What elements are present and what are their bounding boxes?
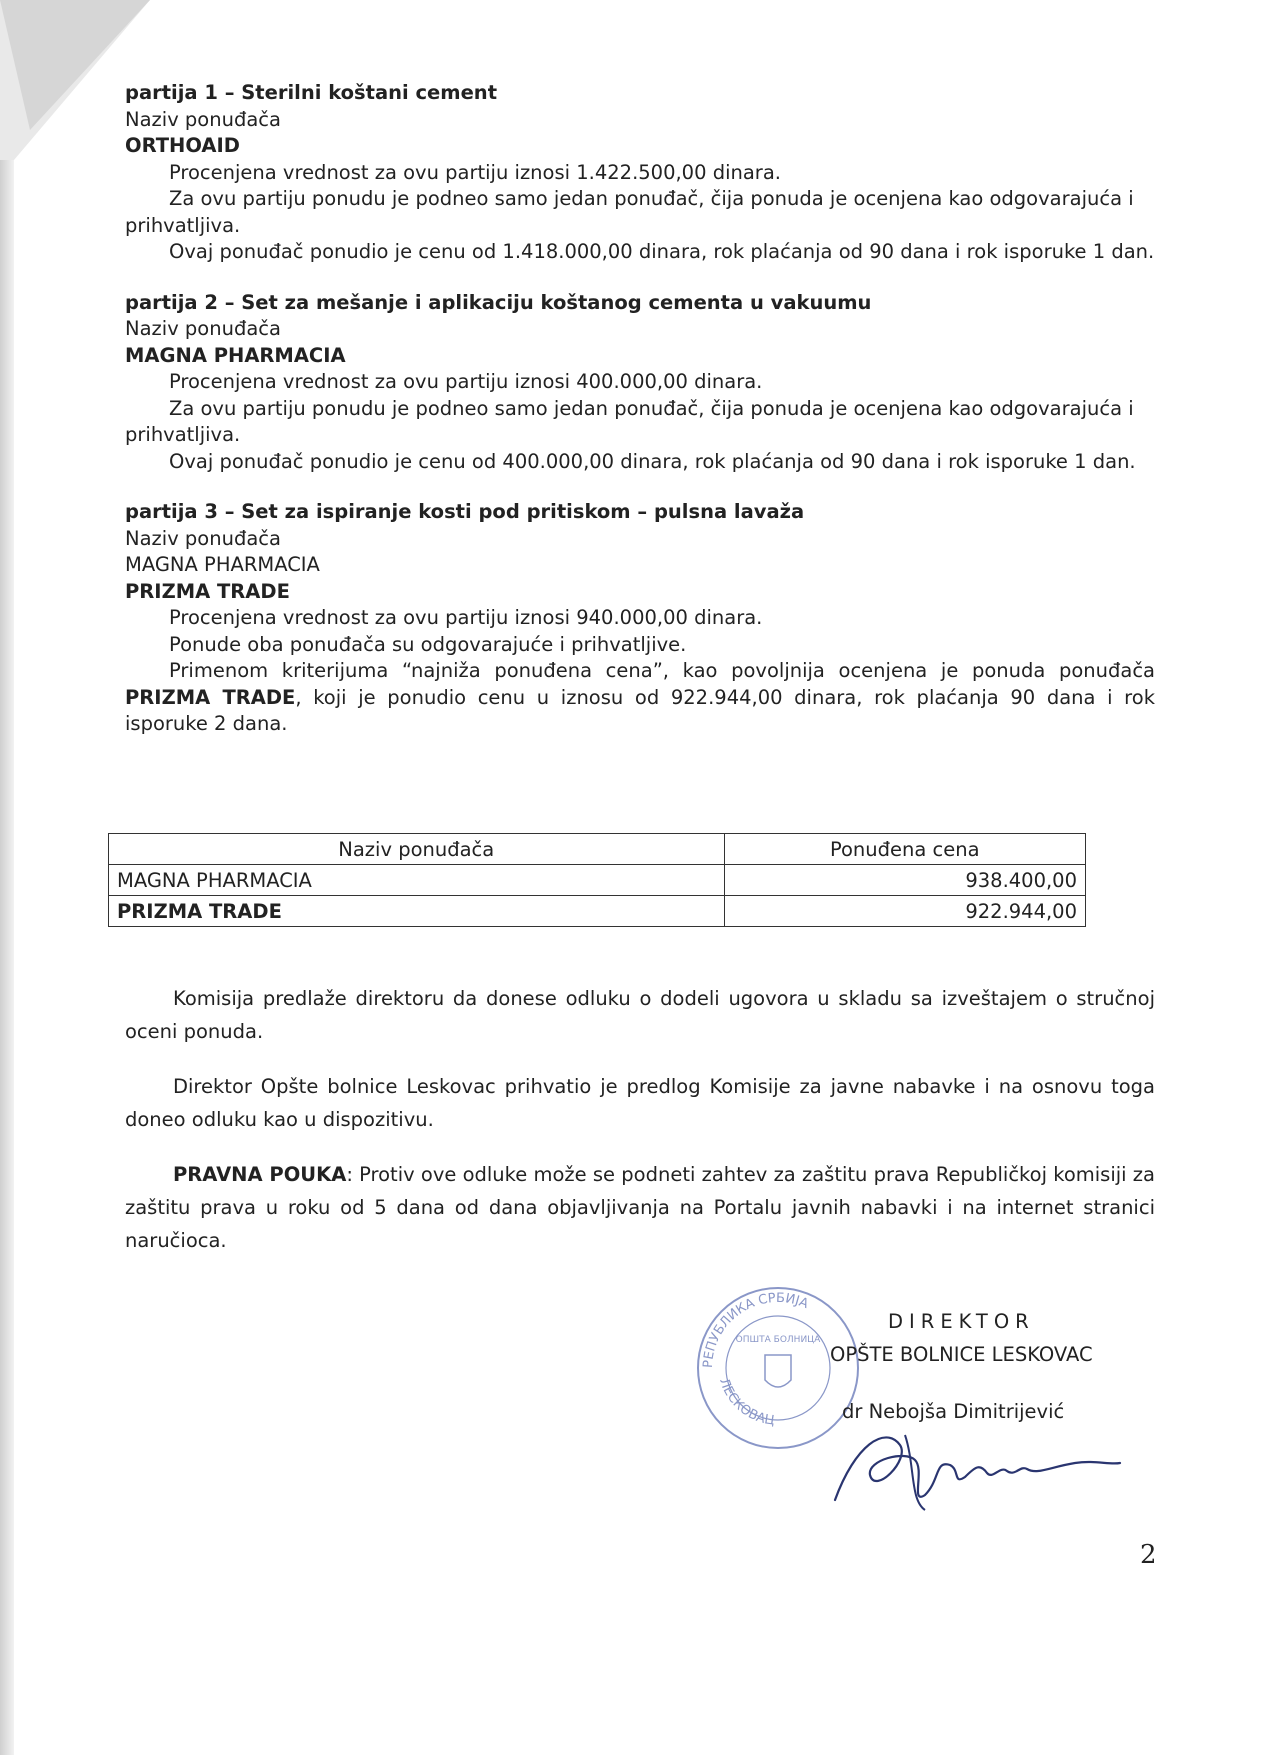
partija-3: [125, 499, 1155, 738]
legal-remedy-text: : Protiv ove odluke može se podneti zahtev za zaštitu prava Republičkoj komisiji za zaštitu prava u roku od 5 dana od dana objavljivanja na Portalu javnih nabavki i na internet stranici naručioca.: [125, 1163, 1155, 1252]
signer-name: dr Nebojša Dimitrijević: [842, 1400, 1065, 1423]
partija-3-title: partija 3 – Set za ispiranje kosti pod pritiskom – pulsna lavaža: [125, 500, 805, 523]
criterion-post: , koji je ponudio cenu u iznosu od 922.944,00 dinara, rok plaćanja 90 dana i rok isporuke 2 dana.: [125, 685, 1155, 735]
table-row: [109, 865, 1086, 896]
table-header-row: [109, 834, 1086, 865]
signer-role: DIREKTOR: [888, 1310, 1035, 1333]
partija-1: [125, 80, 1155, 266]
signer-institution: OPŠTE BOLNICE LESKOVAC: [830, 1343, 1093, 1366]
director-decision: Direktor Opšte bolnice Leskovac prihvatio je predlog Komisije za javne nabavke i na osnovu toga doneo odluku kao u dispozitivu.: [125, 1075, 1155, 1131]
criterion-text: [125, 658, 1155, 738]
bidder-name-1: MAGNA PHARMACIA: [125, 553, 320, 576]
svg-text:РЕПУБЛИКА СРБИЈА: [701, 1291, 811, 1368]
legal-remedy-label: PRAVNA POUKA: [173, 1163, 347, 1186]
page-number: 2: [1140, 1540, 1157, 1570]
offer-text: Ovaj ponuđač ponudio je cenu od 1.418.000,00 dinara, rok plaćanja od 90 dana i rok isporuke 1 dan.: [169, 240, 1155, 263]
handwritten-signature: [815, 1405, 1125, 1515]
stamp-text-top: РЕПУБЛИКА СРБИЈА: [700, 1290, 811, 1369]
single-bid-text: Za ovu partiju ponudu je podneo samo jedan ponuđač, čija ponuda je ocenjena kao odgovarajuća i prihvatljiva.: [125, 396, 1134, 446]
single-bid-text: Za ovu partiju ponudu je podneo samo jedan ponuđač, čija ponuda je ocenjena kao odgovarajuća i prihvatljiva.: [125, 187, 1134, 237]
closing-section: [125, 982, 1155, 1279]
estimate-text: Procenjena vrednost za ovu partiju iznosi 940.000,00 dinara.: [169, 606, 763, 629]
bidder-name-2: PRIZMA TRADE: [125, 579, 290, 603]
bidder-label: Naziv ponuđača: [125, 526, 281, 550]
both-acceptable-text: Ponude oba ponuđača su odgovarajuće i prihvatljive.: [169, 632, 687, 656]
estimate-text: Procenjena vrednost za ovu partiju iznosi 400.000,00 dinara.: [169, 370, 763, 393]
winner-name: PRIZMA TRADE: [125, 685, 296, 709]
col-header-price: Ponuđena cena: [724, 834, 1086, 865]
partija-2-title: partija 2 – Set za mešanje i aplikaciju koštanog cementa u vakuumu: [125, 290, 872, 314]
cell-price: 922.944,00: [724, 896, 1086, 927]
partija-2: [125, 290, 1155, 476]
bidder-name: MAGNA PHARMACIA: [125, 343, 346, 367]
document-body: [125, 80, 1155, 762]
bidder-label: Naziv ponuđača: [125, 317, 281, 340]
col-header-name: Naziv ponuđača: [109, 834, 725, 865]
bidder-name: ORTHOAID: [125, 134, 240, 157]
table-row: [109, 896, 1086, 927]
bidder-label: Naziv ponuđača: [125, 107, 281, 131]
stamp-text-bottom: ЛЕСКОВАЦ: [716, 1376, 776, 1429]
coat-of-arms-icon: [765, 1355, 791, 1387]
criterion-pre: Primenom kriterijuma “najniža ponuđena cena”, kao povoljnija ocenjena je ponuda ponuđača: [169, 659, 1155, 682]
stamp-text-mid: ОПШТА БОЛНИЦА: [735, 1335, 821, 1345]
estimate-text: Procenjena vrednost za ovu partiju iznosi 1.422.500,00 dinara.: [169, 160, 781, 184]
legal-remedy: [125, 1158, 1155, 1257]
cell-bidder: MAGNA PHARMACIA: [109, 865, 725, 896]
commission-proposal: Komisija predlaže direktoru da donese odluku o dodeli ugovora u skladu sa izveštajem o stručnoj oceni ponuda.: [125, 987, 1155, 1043]
svg-text:ЛЕСКОВАЦ: [716, 1376, 775, 1428]
cell-bidder: PRIZMA TRADE: [109, 896, 725, 927]
cell-price: 938.400,00: [724, 865, 1086, 896]
offer-text: Ovaj ponuđač ponudio je cenu od 400.000,00 dinara, rok plaćanja od 90 dana i rok isporuke 1 dan.: [169, 449, 1136, 473]
offers-table: [108, 833, 1086, 927]
scan-edge: [0, 0, 14, 1755]
partija-1-title: partija 1 – Sterilni koštani cement: [125, 81, 498, 104]
